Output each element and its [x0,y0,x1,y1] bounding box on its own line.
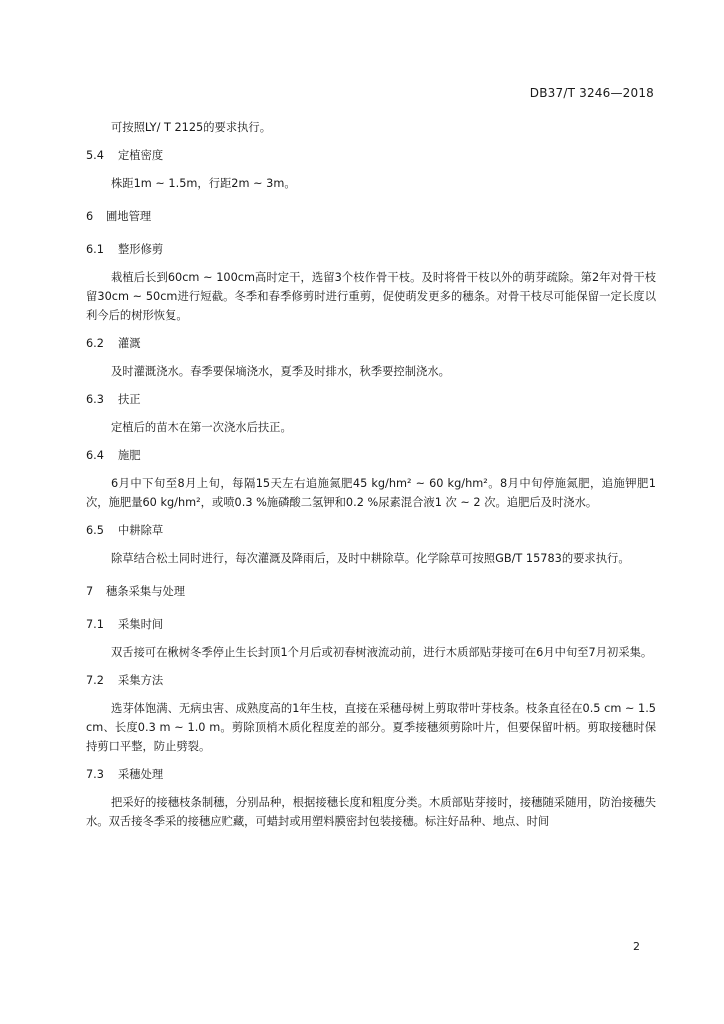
section-title: 采集时间 [118,618,164,631]
section-heading [86,390,656,409]
chapter-heading [86,582,656,601]
paragraph: 可按照LY/ T 2125的要求执行。 [111,121,272,134]
page-number: 2 [633,940,640,953]
section-heading [86,615,656,634]
section-heading [86,240,656,259]
chapter-number: 6 [86,210,94,223]
standard-code: DB37/T 3246—2018 [529,86,654,100]
paragraph: 及时灌溉浇水。春季要保墒浇水，夏季及时排水，秋季要控制浇水。 [111,365,450,378]
section-number: 6.1 [86,243,104,256]
section-title: 整形修剪 [118,243,164,256]
section-number: 5.4 [86,149,104,162]
section-number: 6.5 [86,524,104,537]
paragraph: 株距1m ~ 1.5m，行距2m ~ 3m。 [111,177,296,190]
section-title: 采集方法 [118,674,164,687]
section-number: 7.2 [86,674,104,687]
section-heading [86,334,656,353]
paragraph: 除草结合松土同时进行，每次灌溉及降雨后，及时中耕除草。化学除草可按照GB/T 15783的要求执行。 [111,552,630,565]
paragraph: 双舌接可在楸树冬季停止生长封顶1个月后或初春树液流动前，进行木质部贴芽接可在6月中旬至7月初采集。 [111,646,653,659]
section-title: 定植密度 [118,149,164,162]
section-number: 6.4 [86,449,104,462]
section-title: 中耕除草 [118,524,164,537]
section-title: 施肥 [118,449,141,462]
section-title: 扶正 [118,393,141,406]
section-heading [86,146,656,165]
section-number: 6.2 [86,337,104,350]
chapter-number: 7 [86,585,94,598]
section-number: 6.3 [86,393,104,406]
section-heading [86,671,656,690]
chapter-title: 圃地管理 [106,210,152,223]
paragraph: 6月中下旬至8月上旬，每隔15天左右追施氮肥45 kg/hm² ~ 60 kg/hm²。8月中旬停施氮肥，追施钾肥1次，施肥量60 kg/hm²，或喷0.3 %施磷酸二氢钾和0.2 %尿素混合液1 次 ~ 2 次。追肥后及时浇水。 [86,477,656,509]
section-heading [86,521,656,540]
paragraph: 栽植后长到60cm ~ 100cm高时定干，选留3个枝作骨干枝。及时将骨干枝以外的萌芽疏除。第2年对骨干枝留30cm ~ 50cm进行短截。冬季和春季修剪时进行重剪，促使萌发更多的穗条。对骨干枝尽可能保留一定长度以利今后的树形恢复。 [86,271,656,322]
paragraph: 定植后的苗木在第一次浇水后扶正。 [111,421,292,434]
section-heading [86,446,656,465]
section-title: 采穗处理 [118,768,164,781]
paragraph: 选芽体饱满、无病虫害、成熟度高的1年生枝，直接在采穗母树上剪取带叶芽枝条。枝条直径在0.5 cm ~ 1.5 cm、长度0.3 m ~ 1.0 m。剪除顶梢木质化程度差的部分。夏季接穗须剪除叶片，但要保留叶柄。剪取接穗时保持剪口平整，防止劈裂。 [86,702,656,753]
section-heading [86,765,656,784]
document-body [86,118,656,840]
chapter-heading [86,207,656,226]
section-number: 7.1 [86,618,104,631]
section-number: 7.3 [86,768,104,781]
section-title: 灌溉 [118,337,141,350]
chapter-title: 穗条采集与处理 [106,585,186,598]
paragraph: 把采好的接穗枝条制穗，分别品种，根据接穗长度和粗度分类。木质部贴芽接时，接穗随采随用，防治接穗失水。双舌接冬季采的接穗应贮藏，可蜡封或用塑料膜密封包装接穗。标注好品种、地点、时间 [86,796,656,828]
